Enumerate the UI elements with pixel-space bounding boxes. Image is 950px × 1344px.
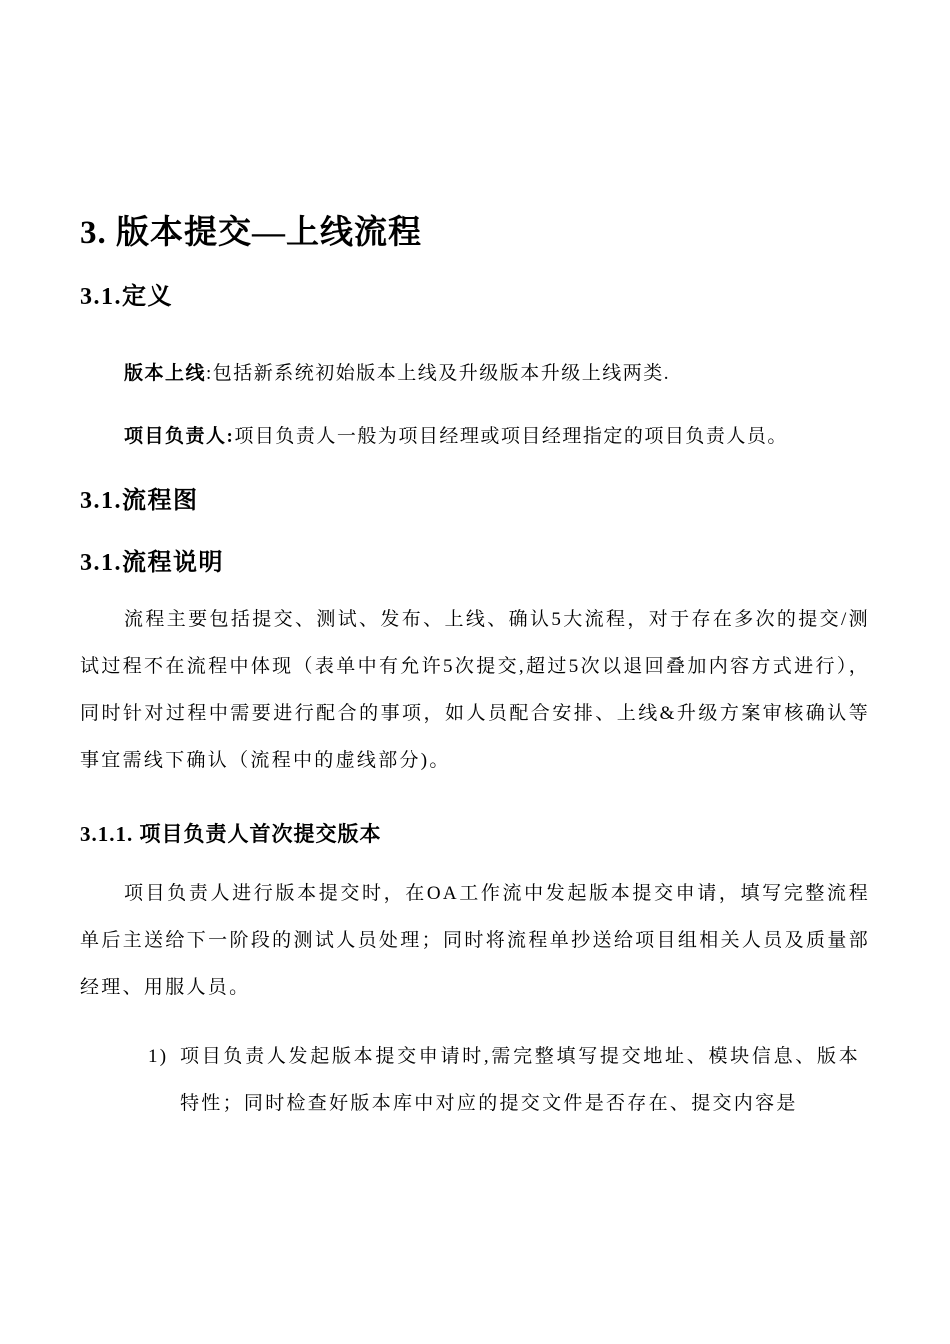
list-item-number: 1) xyxy=(148,1046,169,1067)
subsection-heading-first-submission: 3.1.1. 项目负责人首次提交版本 xyxy=(80,822,382,846)
definition-term: 项目负责人: xyxy=(124,426,235,447)
list-item-text: 项目负责人发起版本提交申请时,需完整填写提交地址、模块信息、版本特性；同时检查好版本库中对应的提交文件是否存在、提交内容是 xyxy=(180,1046,860,1114)
definition-text: :包括新系统初始版本上线及升级版本升级上线两类. xyxy=(206,363,671,384)
chapter-heading: 3. 版本提交—上线流程 xyxy=(80,215,422,251)
paragraph-process-description: 流程主要包括提交、测试、发布、上线、确认5大流程，对于存在多次的提交/测试过程不在流程中体现（表单中有允许5次提交,超过5次以退回叠加内容方式进行），同时针对过程中需要进行配合的事项，如人员配合安排、上线&升级方案审核确认等事宜需线下确认（流程中的虚线部分)。 xyxy=(80,609,870,771)
definition-project-owner xyxy=(124,421,788,448)
definition-text: 项目负责人一般为项目经理或项目经理指定的项目负责人员。 xyxy=(234,426,788,447)
definition-term: 版本上线 xyxy=(124,363,207,384)
section-heading-definition: 3.1.定义 xyxy=(80,284,173,310)
section-heading-description: 3.1.流程说明 xyxy=(80,550,224,576)
paragraph-first-submission: 项目负责人进行版本提交时，在OA工作流中发起版本提交申请，填写完整流程单后主送给下一阶段的测试人员处理；同时将流程单抄送给项目组相关人员及质量部经理、用服人员。 xyxy=(80,883,870,998)
definition-version-release xyxy=(124,358,670,385)
section-heading-flowchart: 3.1.流程图 xyxy=(80,488,199,514)
list-item xyxy=(148,1033,860,1127)
